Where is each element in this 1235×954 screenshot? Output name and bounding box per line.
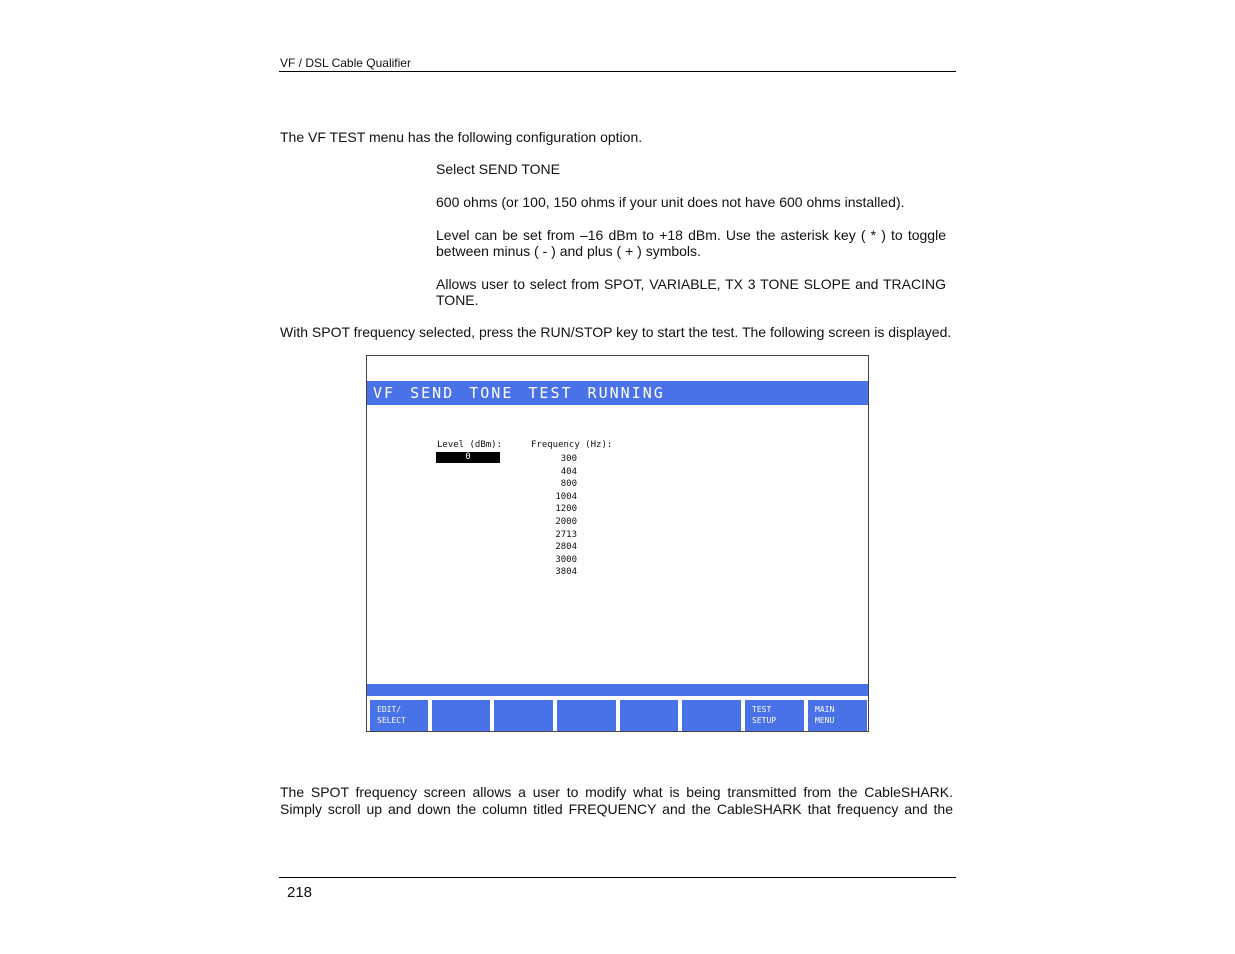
softkey-test-setup[interactable]: TEST SETUP <box>745 700 804 731</box>
page-number: 218 <box>287 884 313 901</box>
softkey-edit-select[interactable]: EDIT/ SELECT <box>370 700 428 731</box>
body-paragraph: The SPOT frequency screen allows a user to modify what is being transmitted from the CableSHARK. Simply scroll up and down the column titled FREQUENCY and the CableSHARK that frequency and the <box>280 784 953 817</box>
frequency-item[interactable]: 3000 <box>555 554 577 565</box>
intro-text: The VF TEST menu has the following configuration option. <box>280 129 643 145</box>
frequency-list[interactable] <box>537 453 577 579</box>
option-impedance: 600 ohms (or 100, 150 ohms if your unit does not have 600 ohms installed). <box>436 194 905 210</box>
option-frequency: Allows user to select from SPOT, VARIABLE, TX 3 TONE SLOPE and TRACING TONE. <box>436 276 946 308</box>
frequency-item[interactable]: 1200 <box>555 504 577 515</box>
frequency-label: Frequency (Hz): <box>531 440 613 450</box>
frequency-item[interactable]: 2000 <box>555 516 577 527</box>
softkey-2[interactable] <box>432 700 490 731</box>
frequency-item[interactable]: 800 <box>560 479 577 490</box>
frequency-item[interactable]: 300 <box>560 454 577 464</box>
level-value-field[interactable]: 0 <box>436 452 500 463</box>
frequency-item[interactable]: 3804 <box>555 567 577 578</box>
status-bar <box>367 684 868 696</box>
frequency-item[interactable]: 2804 <box>555 542 577 553</box>
device-screen <box>366 355 869 732</box>
header-divider <box>279 71 956 72</box>
level-label: Level (dBm): <box>437 440 503 450</box>
softkey-main-menu[interactable]: MAIN MENU <box>808 700 867 731</box>
running-header: VF / DSL Cable Qualifier <box>280 56 411 70</box>
frequency-item[interactable]: 2713 <box>555 529 577 540</box>
softkey-3[interactable] <box>494 700 553 731</box>
screen-title: VF SEND TONE TEST RUNNING <box>367 381 868 405</box>
frequency-item[interactable]: 404 <box>560 466 577 477</box>
spot-intro-text: With SPOT frequency selected, press the RUN/STOP key to start the test. The following screen is displayed. <box>280 324 952 340</box>
softkey-5[interactable] <box>620 700 678 731</box>
softkey-4[interactable] <box>557 700 616 731</box>
frequency-item[interactable]: 1004 <box>555 491 577 502</box>
softkey-6[interactable] <box>682 700 741 731</box>
option-function: Select SEND TONE <box>436 161 560 177</box>
footer-divider <box>279 877 956 878</box>
option-level: Level can be set from –16 dBm to +18 dBm. Use the asterisk key ( * ) to toggle between minus ( - ) and plus ( + ) symbols. <box>436 227 946 259</box>
